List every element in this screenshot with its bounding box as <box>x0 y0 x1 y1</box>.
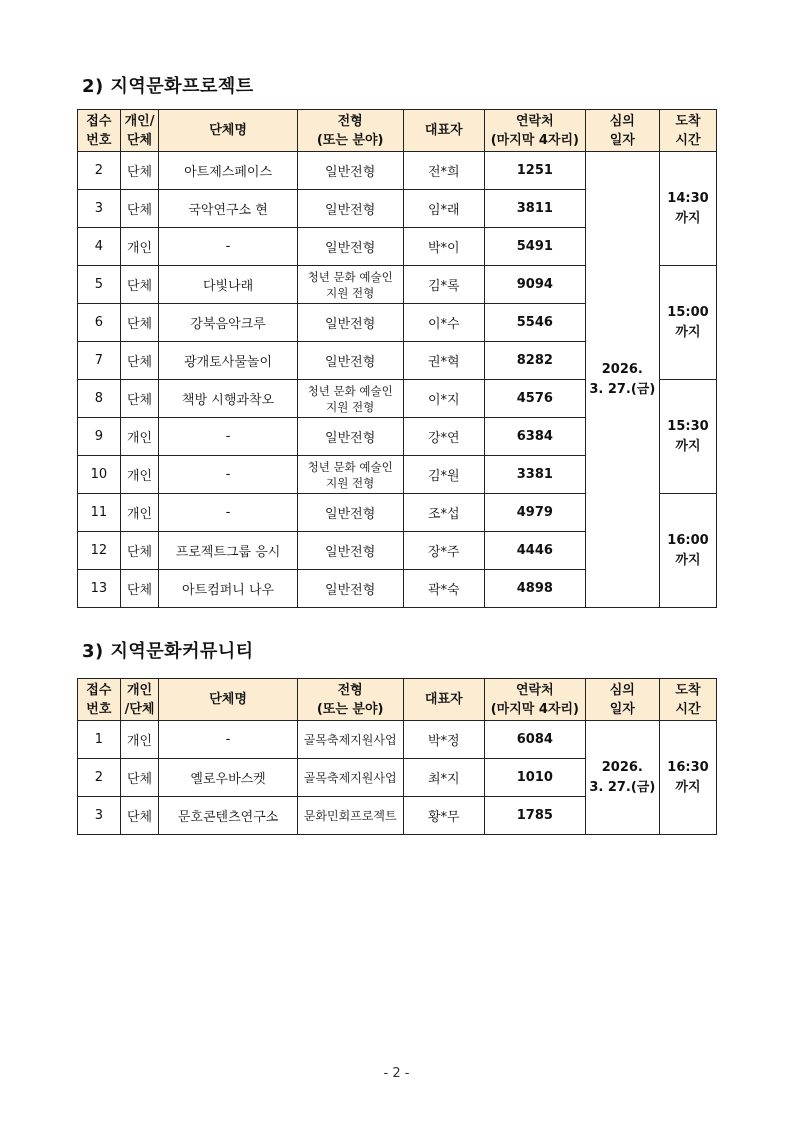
header-receipt-no: 접수 번호 <box>78 110 121 152</box>
org-name: 아트컴퍼니 나우 <box>159 570 297 608</box>
applicant-type: 단체 <box>120 380 159 418</box>
contact-last4: 4576 <box>484 380 585 418</box>
org-name: 강북음악크루 <box>159 304 297 342</box>
track: 일반전형 <box>297 570 403 608</box>
contact-last4: 1251 <box>484 152 585 190</box>
applicant-type: 개인 <box>120 418 159 456</box>
track: 일반전형 <box>297 152 403 190</box>
track: 골목축제지원사업 <box>297 759 403 797</box>
header-contact: 연락처 (마지막 4자리) <box>484 110 585 152</box>
header-org-name: 단체명 <box>159 110 297 152</box>
section-title-regional-culture-project: 2) 지역문화프로젝트 <box>82 76 254 97</box>
track: 일반전형 <box>297 494 403 532</box>
org-name: - <box>159 456 297 494</box>
table-row <box>78 152 717 190</box>
header-track: 전형 (또는 분야) <box>297 110 403 152</box>
track: 청년 문화 예술인 지원 전형 <box>297 380 403 418</box>
receipt-no: 13 <box>78 570 121 608</box>
representative: 김*록 <box>403 266 484 304</box>
header-review-date: 심의 일자 <box>585 110 659 152</box>
contact-last4: 4979 <box>484 494 585 532</box>
arrival-time: 15:00 까지 <box>659 266 716 380</box>
header-contact: 연락처 (마지막 4자리) <box>484 679 585 721</box>
receipt-no: 9 <box>78 418 121 456</box>
contact-last4: 5546 <box>484 304 585 342</box>
org-name: 문호콘텐츠연구소 <box>159 797 297 835</box>
review-date: 2026. 3. 27.(금) <box>585 721 659 835</box>
header-org-name: 단체명 <box>159 679 297 721</box>
applicant-type: 개인 <box>120 494 159 532</box>
section-title-regional-culture-community: 3) 지역문화커뮤니티 <box>82 641 254 662</box>
contact-last4: 9094 <box>484 266 585 304</box>
receipt-no: 8 <box>78 380 121 418</box>
receipt-no: 11 <box>78 494 121 532</box>
representative: 전*희 <box>403 152 484 190</box>
header-track: 전형 (또는 분야) <box>297 679 403 721</box>
representative: 임*래 <box>403 190 484 228</box>
org-name: 책방 시행과착오 <box>159 380 297 418</box>
org-name: 옐로우바스켓 <box>159 759 297 797</box>
applicant-type: 단체 <box>120 266 159 304</box>
contact-last4: 6084 <box>484 721 585 759</box>
representative: 이*지 <box>403 380 484 418</box>
header-type: 개인/ 단체 <box>120 110 159 152</box>
contact-last4: 1010 <box>484 759 585 797</box>
track: 청년 문화 예술인 지원 전형 <box>297 456 403 494</box>
contact-last4: 1785 <box>484 797 585 835</box>
receipt-no: 1 <box>78 721 121 759</box>
track: 일반전형 <box>297 342 403 380</box>
org-name: 아트제스페이스 <box>159 152 297 190</box>
arrival-time: 16:00 까지 <box>659 494 716 608</box>
track: 일반전형 <box>297 532 403 570</box>
contact-last4: 6384 <box>484 418 585 456</box>
table-row <box>78 721 717 759</box>
header-review-date: 심의 일자 <box>585 679 659 721</box>
org-name: 국악연구소 현 <box>159 190 297 228</box>
applicant-type: 단체 <box>120 304 159 342</box>
org-name: - <box>159 228 297 266</box>
header-representative: 대표자 <box>403 110 484 152</box>
contact-last4: 4446 <box>484 532 585 570</box>
contact-last4: 5491 <box>484 228 585 266</box>
track: 문화민회프로젝트 <box>297 797 403 835</box>
org-name: 광개토사물놀이 <box>159 342 297 380</box>
applicant-type: 단체 <box>120 797 159 835</box>
contact-last4: 4898 <box>484 570 585 608</box>
contact-last4: 3811 <box>484 190 585 228</box>
representative: 박*이 <box>403 228 484 266</box>
representative: 박*정 <box>403 721 484 759</box>
representative: 곽*숙 <box>403 570 484 608</box>
representative: 김*원 <box>403 456 484 494</box>
representative: 장*주 <box>403 532 484 570</box>
receipt-no: 12 <box>78 532 121 570</box>
arrival-time: 14:30 까지 <box>659 152 716 266</box>
applicant-type: 단체 <box>120 532 159 570</box>
applicant-type: 단체 <box>120 759 159 797</box>
applicant-type: 개인 <box>120 228 159 266</box>
header-arrival-time: 도착 시간 <box>659 110 716 152</box>
track: 일반전형 <box>297 304 403 342</box>
header-receipt-no: 접수 번호 <box>78 679 121 721</box>
applicant-type: 단체 <box>120 342 159 380</box>
representative: 황*무 <box>403 797 484 835</box>
representative: 권*혁 <box>403 342 484 380</box>
receipt-no: 2 <box>78 759 121 797</box>
contact-last4: 8282 <box>484 342 585 380</box>
receipt-no: 7 <box>78 342 121 380</box>
org-name: - <box>159 494 297 532</box>
receipt-no: 4 <box>78 228 121 266</box>
applicant-type: 단체 <box>120 190 159 228</box>
applicant-type: 단체 <box>120 570 159 608</box>
contact-last4: 3381 <box>484 456 585 494</box>
applicant-type: 개인 <box>120 721 159 759</box>
org-name: 프로젝트그룹 응시 <box>159 532 297 570</box>
track: 일반전형 <box>297 190 403 228</box>
applicant-type: 단체 <box>120 152 159 190</box>
track: 청년 문화 예술인 지원 전형 <box>297 266 403 304</box>
track: 골목축제지원사업 <box>297 721 403 759</box>
receipt-no: 3 <box>78 190 121 228</box>
representative: 조*섭 <box>403 494 484 532</box>
track: 일반전형 <box>297 228 403 266</box>
receipt-no: 10 <box>78 456 121 494</box>
header-arrival-time: 도착 시간 <box>659 679 716 721</box>
receipt-no: 5 <box>78 266 121 304</box>
representative: 이*수 <box>403 304 484 342</box>
org-name: - <box>159 721 297 759</box>
receipt-no: 2 <box>78 152 121 190</box>
org-name: 다빛나래 <box>159 266 297 304</box>
header-representative: 대표자 <box>403 679 484 721</box>
page-number: - 2 - <box>383 1066 410 1081</box>
track: 일반전형 <box>297 418 403 456</box>
org-name: - <box>159 418 297 456</box>
regional-culture-project-table <box>77 109 717 608</box>
regional-culture-community-table <box>77 678 717 835</box>
receipt-no: 3 <box>78 797 121 835</box>
representative: 최*지 <box>403 759 484 797</box>
arrival-time: 16:30 까지 <box>659 721 716 835</box>
header-type: 개인 /단체 <box>120 679 159 721</box>
arrival-time: 15:30 까지 <box>659 380 716 494</box>
representative: 강*연 <box>403 418 484 456</box>
applicant-type: 개인 <box>120 456 159 494</box>
review-date: 2026. 3. 27.(금) <box>585 152 659 608</box>
receipt-no: 6 <box>78 304 121 342</box>
